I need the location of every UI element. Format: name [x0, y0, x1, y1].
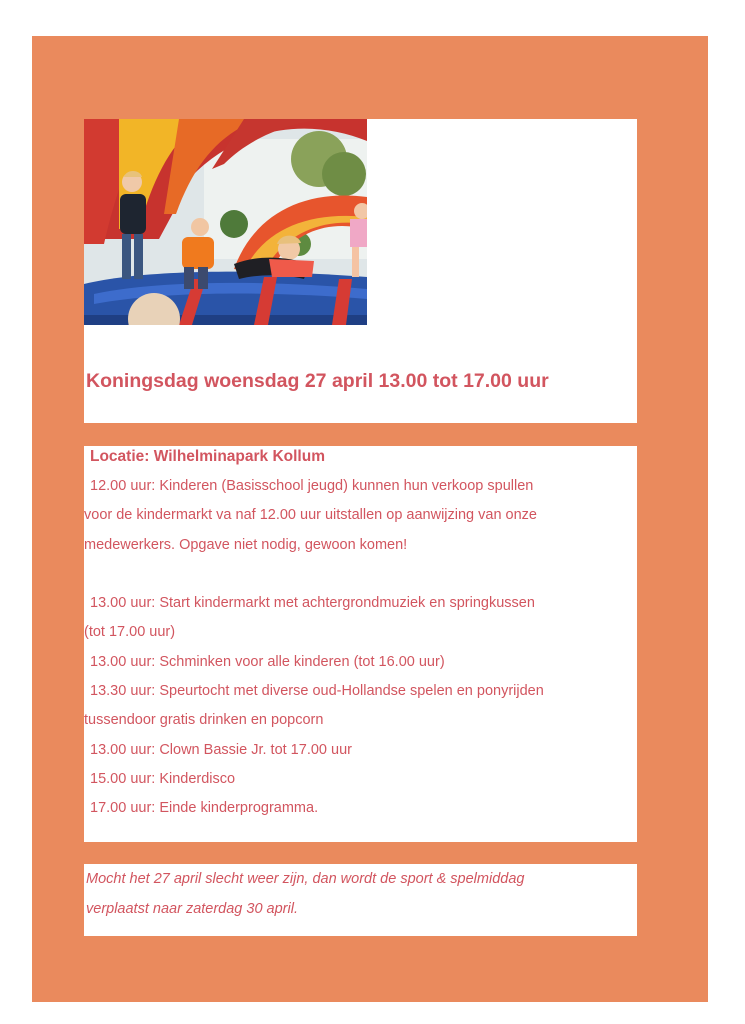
weather-note-line: Mocht het 27 april slecht weer zijn, dan wordt de sport & spelmiddag: [86, 871, 525, 887]
program-line: 17.00 uur: Einde kinderprogramma.: [90, 800, 319, 817]
program-list: [84, 472, 637, 824]
program-line: medewerkers. Opgave niet nodig, gewoon komen!: [84, 536, 408, 553]
program-panel: [84, 446, 637, 842]
flyer-page: [32, 36, 708, 1002]
program-line: 15.00 uur: Kinderdisco: [90, 770, 236, 787]
location-heading: Locatie: Wilhelminapark Kollum: [90, 448, 325, 465]
program-line: 13.00 uur: Start kindermarkt met achtergrondmuziek en springkussen: [90, 595, 535, 612]
event-headline: Koningsdag woensdag 27 april 13.00 tot 17.00 uur: [86, 370, 549, 392]
bouncy-castle-photo: [84, 119, 367, 325]
program-line: 12.00 uur: Kinderen (Basisschool jeugd) kunnen hun verkoop spullen: [90, 478, 534, 494]
weather-note-panel: [84, 864, 637, 936]
weather-note-line: verplaatst naar zaterdag 30 april.: [86, 901, 298, 917]
program-line: 13.30 uur: Speurtocht met diverse oud-Hollandse spelen en ponyrijden: [90, 683, 544, 700]
program-line: (tot 17.00 uur): [84, 624, 176, 641]
header-panel: [84, 119, 637, 423]
program-spacer: [84, 560, 637, 589]
program-line: 13.00 uur: Clown Bassie Jr. tot 17.00 uur: [90, 741, 352, 758]
program-line: tussendoor gratis drinken en popcorn: [84, 712, 324, 729]
program-line: voor de kindermarkt va naf 12.00 uur uitstallen op aanwijzing van onze: [84, 507, 537, 524]
program-line: 13.00 uur: Schminken voor alle kinderen (tot 16.00 uur): [90, 653, 445, 670]
weather-note: [86, 864, 524, 924]
